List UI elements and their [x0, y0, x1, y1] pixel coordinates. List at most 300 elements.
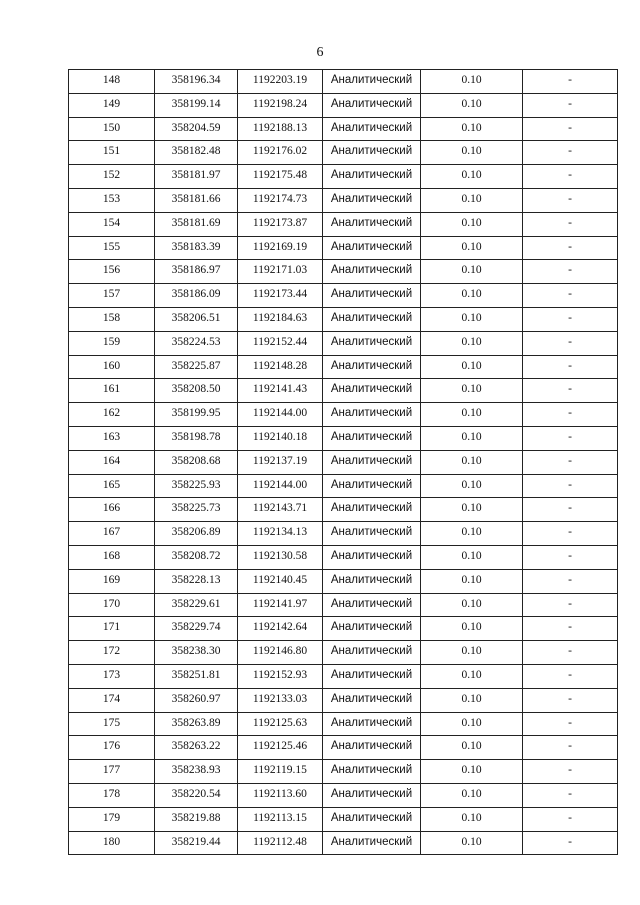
- point-number-cell: [69, 93, 155, 117]
- x-coordinate-cell: [155, 284, 238, 308]
- accuracy-cell: [421, 522, 523, 546]
- cell-text: Аналитический: [330, 359, 413, 372]
- accuracy-cell: [421, 712, 523, 736]
- cell-text: -: [568, 668, 572, 681]
- cell-text: 358196.34: [171, 74, 221, 86]
- cell-text: 358199.95: [171, 407, 221, 420]
- cell-text: 157: [102, 288, 121, 301]
- table-row: [69, 736, 618, 760]
- point-number-cell: [69, 641, 155, 665]
- cell-text: 1192140.45: [252, 573, 308, 586]
- y-coordinate-cell: [238, 783, 323, 807]
- method-cell: [323, 70, 421, 94]
- method-cell: [323, 545, 421, 569]
- x-coordinate-cell: [155, 760, 238, 784]
- cell-text: 358225.87: [171, 359, 221, 372]
- cell-text: 0.10: [461, 121, 482, 134]
- cell-text: 358263.89: [171, 716, 221, 729]
- table-row: [69, 212, 618, 236]
- table-row: [69, 284, 618, 308]
- point-number-cell: [69, 617, 155, 641]
- method-cell: [323, 783, 421, 807]
- table-row: [69, 688, 618, 712]
- cell-text: 1192146.80: [252, 645, 308, 658]
- note-cell: [523, 355, 618, 379]
- accuracy-cell: [421, 569, 523, 593]
- note-cell: [523, 426, 618, 450]
- point-number-cell: [69, 474, 155, 498]
- x-coordinate-cell: [155, 93, 238, 117]
- cell-text: 1192137.19: [252, 454, 308, 467]
- x-coordinate-cell: [155, 807, 238, 831]
- table-row: [69, 712, 618, 736]
- cell-text: 158: [102, 311, 121, 324]
- cell-text: 0.10: [461, 74, 482, 86]
- cell-text: 358229.61: [171, 597, 221, 610]
- y-coordinate-cell: [238, 831, 323, 855]
- cell-text: 0.10: [461, 145, 482, 158]
- y-coordinate-cell: [238, 355, 323, 379]
- cell-text: 175: [102, 716, 121, 729]
- cell-text: 1192113.60: [253, 787, 307, 800]
- y-coordinate-cell: [238, 474, 323, 498]
- cell-text: 149: [102, 97, 121, 110]
- cell-text: -: [568, 383, 572, 396]
- table-row: [69, 641, 618, 665]
- cell-text: Аналитический: [330, 264, 413, 277]
- cell-text: 177: [102, 764, 121, 777]
- accuracy-cell: [421, 236, 523, 260]
- accuracy-cell: [421, 188, 523, 212]
- note-cell: [523, 474, 618, 498]
- table-row: [69, 664, 618, 688]
- point-number-cell: [69, 307, 155, 331]
- cell-text: -: [568, 240, 572, 253]
- x-coordinate-cell: [155, 165, 238, 189]
- x-coordinate-cell: [155, 688, 238, 712]
- cell-text: Аналитический: [330, 478, 413, 491]
- table-row: [69, 117, 618, 141]
- method-cell: [323, 426, 421, 450]
- table-row: [69, 450, 618, 474]
- cell-text: -: [568, 216, 572, 229]
- cell-text: 160: [102, 359, 121, 372]
- note-cell: [523, 641, 618, 665]
- x-coordinate-cell: [155, 664, 238, 688]
- y-coordinate-cell: [238, 236, 323, 260]
- y-coordinate-cell: [238, 93, 323, 117]
- table-row: [69, 307, 618, 331]
- cell-text: Аналитический: [330, 502, 413, 515]
- method-cell: [323, 141, 421, 165]
- method-cell: [323, 379, 421, 403]
- accuracy-cell: [421, 545, 523, 569]
- method-cell: [323, 117, 421, 141]
- cell-text: -: [568, 145, 572, 158]
- cell-text: Аналитический: [330, 573, 413, 586]
- note-cell: [523, 522, 618, 546]
- cell-text: 358186.09: [171, 288, 221, 301]
- cell-text: 173: [102, 668, 121, 681]
- cell-text: 0.10: [461, 692, 482, 705]
- x-coordinate-cell: [155, 141, 238, 165]
- accuracy-cell: [421, 165, 523, 189]
- cell-text: 0.10: [461, 335, 482, 348]
- table-row: [69, 355, 618, 379]
- x-coordinate-cell: [155, 641, 238, 665]
- cell-text: 1192130.58: [252, 549, 308, 562]
- cell-text: 0.10: [461, 288, 482, 301]
- accuracy-cell: [421, 284, 523, 308]
- accuracy-cell: [421, 807, 523, 831]
- cell-text: 358251.81: [171, 668, 221, 681]
- cell-text: -: [568, 549, 572, 562]
- cell-text: 1192113.15: [253, 811, 307, 824]
- accuracy-cell: [421, 736, 523, 760]
- cell-text: 1192169.19: [252, 240, 308, 253]
- cell-text: 0.10: [461, 454, 482, 467]
- note-cell: [523, 712, 618, 736]
- cell-text: Аналитический: [330, 311, 413, 324]
- accuracy-cell: [421, 664, 523, 688]
- note-cell: [523, 403, 618, 427]
- cell-text: 358238.93: [171, 764, 221, 777]
- cell-text: 358219.88: [171, 811, 221, 824]
- cell-text: 0.10: [461, 716, 482, 729]
- note-cell: [523, 760, 618, 784]
- accuracy-cell: [421, 760, 523, 784]
- cell-text: 358199.14: [171, 97, 221, 110]
- cell-text: 358181.69: [171, 216, 221, 229]
- cell-text: 0.10: [461, 668, 482, 681]
- cell-text: 0.10: [461, 740, 482, 753]
- cell-text: -: [568, 454, 572, 467]
- cell-text: 0.10: [461, 597, 482, 610]
- cell-text: 358225.73: [171, 502, 221, 515]
- y-coordinate-cell: [238, 70, 323, 94]
- x-coordinate-cell: [155, 831, 238, 855]
- cell-text: 0.10: [461, 811, 482, 824]
- table-row: [69, 474, 618, 498]
- y-coordinate-cell: [238, 545, 323, 569]
- cell-text: 165: [102, 478, 121, 491]
- cell-text: Аналитический: [330, 621, 413, 634]
- cell-text: 0.10: [461, 97, 482, 110]
- cell-text: 0.10: [461, 502, 482, 515]
- note-cell: [523, 307, 618, 331]
- method-cell: [323, 474, 421, 498]
- cell-text: 168: [102, 549, 121, 562]
- cell-text: 0.10: [461, 359, 482, 372]
- cell-text: Аналитический: [330, 121, 413, 134]
- cell-text: 358208.50: [171, 383, 221, 396]
- x-coordinate-cell: [155, 355, 238, 379]
- x-coordinate-cell: [155, 712, 238, 736]
- coordinates-table: [68, 69, 618, 855]
- cell-text: 1192112.48: [253, 835, 307, 848]
- cell-text: -: [568, 716, 572, 729]
- cell-text: 358198.78: [171, 430, 221, 443]
- accuracy-cell: [421, 593, 523, 617]
- accuracy-cell: [421, 70, 523, 94]
- cell-text: 180: [102, 835, 121, 848]
- cell-text: 0.10: [461, 621, 482, 634]
- cell-text: Аналитический: [330, 692, 413, 705]
- accuracy-cell: [421, 688, 523, 712]
- cell-text: Аналитический: [330, 169, 413, 182]
- accuracy-cell: [421, 450, 523, 474]
- cell-text: 0.10: [461, 407, 482, 420]
- point-number-cell: [69, 593, 155, 617]
- method-cell: [323, 712, 421, 736]
- method-cell: [323, 736, 421, 760]
- y-coordinate-cell: [238, 426, 323, 450]
- y-coordinate-cell: [238, 379, 323, 403]
- x-coordinate-cell: [155, 426, 238, 450]
- note-cell: [523, 117, 618, 141]
- table-row: [69, 498, 618, 522]
- x-coordinate-cell: [155, 117, 238, 141]
- note-cell: [523, 545, 618, 569]
- table-row: [69, 165, 618, 189]
- cell-text: 150: [102, 121, 121, 134]
- cell-text: 1192141.97: [252, 597, 308, 610]
- x-coordinate-cell: [155, 522, 238, 546]
- cell-text: 1192188.13: [252, 121, 308, 134]
- cell-text: 151: [102, 145, 121, 158]
- cell-text: Аналитический: [330, 335, 413, 348]
- cell-text: 163: [102, 430, 121, 443]
- cell-text: 358228.13: [171, 573, 221, 586]
- cell-text: -: [568, 407, 572, 420]
- point-number-cell: [69, 688, 155, 712]
- cell-text: 1192174.73: [252, 192, 308, 205]
- note-cell: [523, 188, 618, 212]
- cell-text: Аналитический: [330, 454, 413, 467]
- cell-text: Аналитический: [330, 74, 413, 86]
- cell-text: 1192184.63: [252, 311, 308, 324]
- note-cell: [523, 736, 618, 760]
- cell-text: 167: [102, 526, 121, 539]
- cell-text: 161: [102, 383, 121, 396]
- point-number-cell: [69, 165, 155, 189]
- x-coordinate-cell: [155, 593, 238, 617]
- cell-text: 1192175.48: [252, 169, 308, 182]
- y-coordinate-cell: [238, 736, 323, 760]
- note-cell: [523, 807, 618, 831]
- cell-text: -: [568, 311, 572, 324]
- cell-text: 358263.22: [171, 740, 221, 753]
- cell-text: 148: [102, 74, 121, 86]
- cell-text: 1192198.24: [252, 97, 308, 110]
- cell-text: 1192173.87: [252, 216, 308, 229]
- cell-text: -: [568, 597, 572, 610]
- cell-text: 1192144.00: [252, 407, 308, 420]
- method-cell: [323, 593, 421, 617]
- y-coordinate-cell: [238, 498, 323, 522]
- table-row: [69, 331, 618, 355]
- cell-text: 159: [102, 335, 121, 348]
- y-coordinate-cell: [238, 688, 323, 712]
- table-row: [69, 188, 618, 212]
- point-number-cell: [69, 188, 155, 212]
- coordinates-table-body: [69, 70, 618, 855]
- x-coordinate-cell: [155, 783, 238, 807]
- cell-text: 1192125.63: [252, 716, 308, 729]
- cell-text: 0.10: [461, 264, 482, 277]
- cell-text: -: [568, 97, 572, 110]
- point-number-cell: [69, 426, 155, 450]
- accuracy-cell: [421, 498, 523, 522]
- accuracy-cell: [421, 141, 523, 165]
- table-row: [69, 236, 618, 260]
- x-coordinate-cell: [155, 498, 238, 522]
- method-cell: [323, 617, 421, 641]
- cell-text: Аналитический: [330, 407, 413, 420]
- cell-text: -: [568, 478, 572, 491]
- cell-text: -: [568, 74, 572, 86]
- table-row: [69, 760, 618, 784]
- accuracy-cell: [421, 379, 523, 403]
- y-coordinate-cell: [238, 760, 323, 784]
- method-cell: [323, 522, 421, 546]
- accuracy-cell: [421, 617, 523, 641]
- cell-text: 0.10: [461, 764, 482, 777]
- cell-text: Аналитический: [330, 288, 413, 301]
- cell-text: 0.10: [461, 240, 482, 253]
- cell-text: 169: [102, 573, 121, 586]
- cell-text: -: [568, 121, 572, 134]
- cell-text: -: [568, 573, 572, 586]
- note-cell: [523, 141, 618, 165]
- table-row: [69, 831, 618, 855]
- table-row: [69, 617, 618, 641]
- cell-text: Аналитический: [330, 526, 413, 539]
- cell-text: -: [568, 740, 572, 753]
- y-coordinate-cell: [238, 307, 323, 331]
- cell-text: 1192203.19: [252, 74, 308, 86]
- method-cell: [323, 165, 421, 189]
- note-cell: [523, 831, 618, 855]
- method-cell: [323, 664, 421, 688]
- point-number-cell: [69, 522, 155, 546]
- accuracy-cell: [421, 783, 523, 807]
- method-cell: [323, 403, 421, 427]
- y-coordinate-cell: [238, 617, 323, 641]
- cell-text: 1192176.02: [252, 145, 308, 158]
- cell-text: 0.10: [461, 787, 482, 800]
- table-row: [69, 569, 618, 593]
- point-number-cell: [69, 331, 155, 355]
- cell-text: 1192133.03: [252, 692, 308, 705]
- note-cell: [523, 450, 618, 474]
- accuracy-cell: [421, 93, 523, 117]
- table-row: [69, 70, 618, 94]
- cell-text: 358260.97: [171, 692, 221, 705]
- cell-text: Аналитический: [330, 145, 413, 158]
- table-row: [69, 260, 618, 284]
- cell-text: 1192144.00: [252, 478, 308, 491]
- cell-text: 358229.74: [171, 621, 221, 634]
- cell-text: Аналитический: [330, 430, 413, 443]
- point-number-cell: [69, 379, 155, 403]
- cell-text: 174: [102, 692, 121, 705]
- cell-text: Аналитический: [330, 549, 413, 562]
- cell-text: 358208.68: [171, 454, 221, 467]
- x-coordinate-cell: [155, 331, 238, 355]
- cell-text: -: [568, 335, 572, 348]
- x-coordinate-cell: [155, 260, 238, 284]
- cell-text: Аналитический: [330, 240, 413, 253]
- accuracy-cell: [421, 355, 523, 379]
- point-number-cell: [69, 545, 155, 569]
- point-number-cell: [69, 450, 155, 474]
- accuracy-cell: [421, 307, 523, 331]
- cell-text: 358219.44: [171, 835, 221, 848]
- accuracy-cell: [421, 212, 523, 236]
- accuracy-cell: [421, 117, 523, 141]
- cell-text: -: [568, 288, 572, 301]
- cell-text: Аналитический: [330, 97, 413, 110]
- cell-text: Аналитический: [330, 668, 413, 681]
- cell-text: 0.10: [461, 169, 482, 182]
- cell-text: 178: [102, 787, 121, 800]
- cell-text: 1192148.28: [252, 359, 308, 372]
- point-number-cell: [69, 236, 155, 260]
- cell-text: 1192140.18: [252, 430, 308, 443]
- cell-text: -: [568, 430, 572, 443]
- cell-text: 358220.54: [171, 787, 221, 800]
- table-row: [69, 426, 618, 450]
- note-cell: [523, 379, 618, 403]
- y-coordinate-cell: [238, 569, 323, 593]
- y-coordinate-cell: [238, 664, 323, 688]
- cell-text: 358182.48: [171, 145, 221, 158]
- table-row: [69, 522, 618, 546]
- cell-text: 0.10: [461, 835, 482, 848]
- method-cell: [323, 569, 421, 593]
- table-row: [69, 783, 618, 807]
- cell-text: 179: [102, 811, 121, 824]
- y-coordinate-cell: [238, 403, 323, 427]
- cell-text: -: [568, 526, 572, 539]
- cell-text: -: [568, 787, 572, 800]
- method-cell: [323, 831, 421, 855]
- point-number-cell: [69, 736, 155, 760]
- table-row: [69, 403, 618, 427]
- method-cell: [323, 307, 421, 331]
- cell-text: -: [568, 645, 572, 658]
- note-cell: [523, 331, 618, 355]
- point-number-cell: [69, 284, 155, 308]
- cell-text: -: [568, 359, 572, 372]
- note-cell: [523, 165, 618, 189]
- method-cell: [323, 688, 421, 712]
- cell-text: 162: [102, 407, 121, 420]
- cell-text: 0.10: [461, 383, 482, 396]
- x-coordinate-cell: [155, 617, 238, 641]
- cell-text: 0.10: [461, 549, 482, 562]
- note-cell: [523, 569, 618, 593]
- note-cell: [523, 664, 618, 688]
- point-number-cell: [69, 141, 155, 165]
- cell-text: 1192173.44: [252, 288, 308, 301]
- x-coordinate-cell: [155, 188, 238, 212]
- accuracy-cell: [421, 641, 523, 665]
- cell-text: 0.10: [461, 478, 482, 491]
- cell-text: 1192152.93: [252, 668, 308, 681]
- cell-text: Аналитический: [330, 192, 413, 205]
